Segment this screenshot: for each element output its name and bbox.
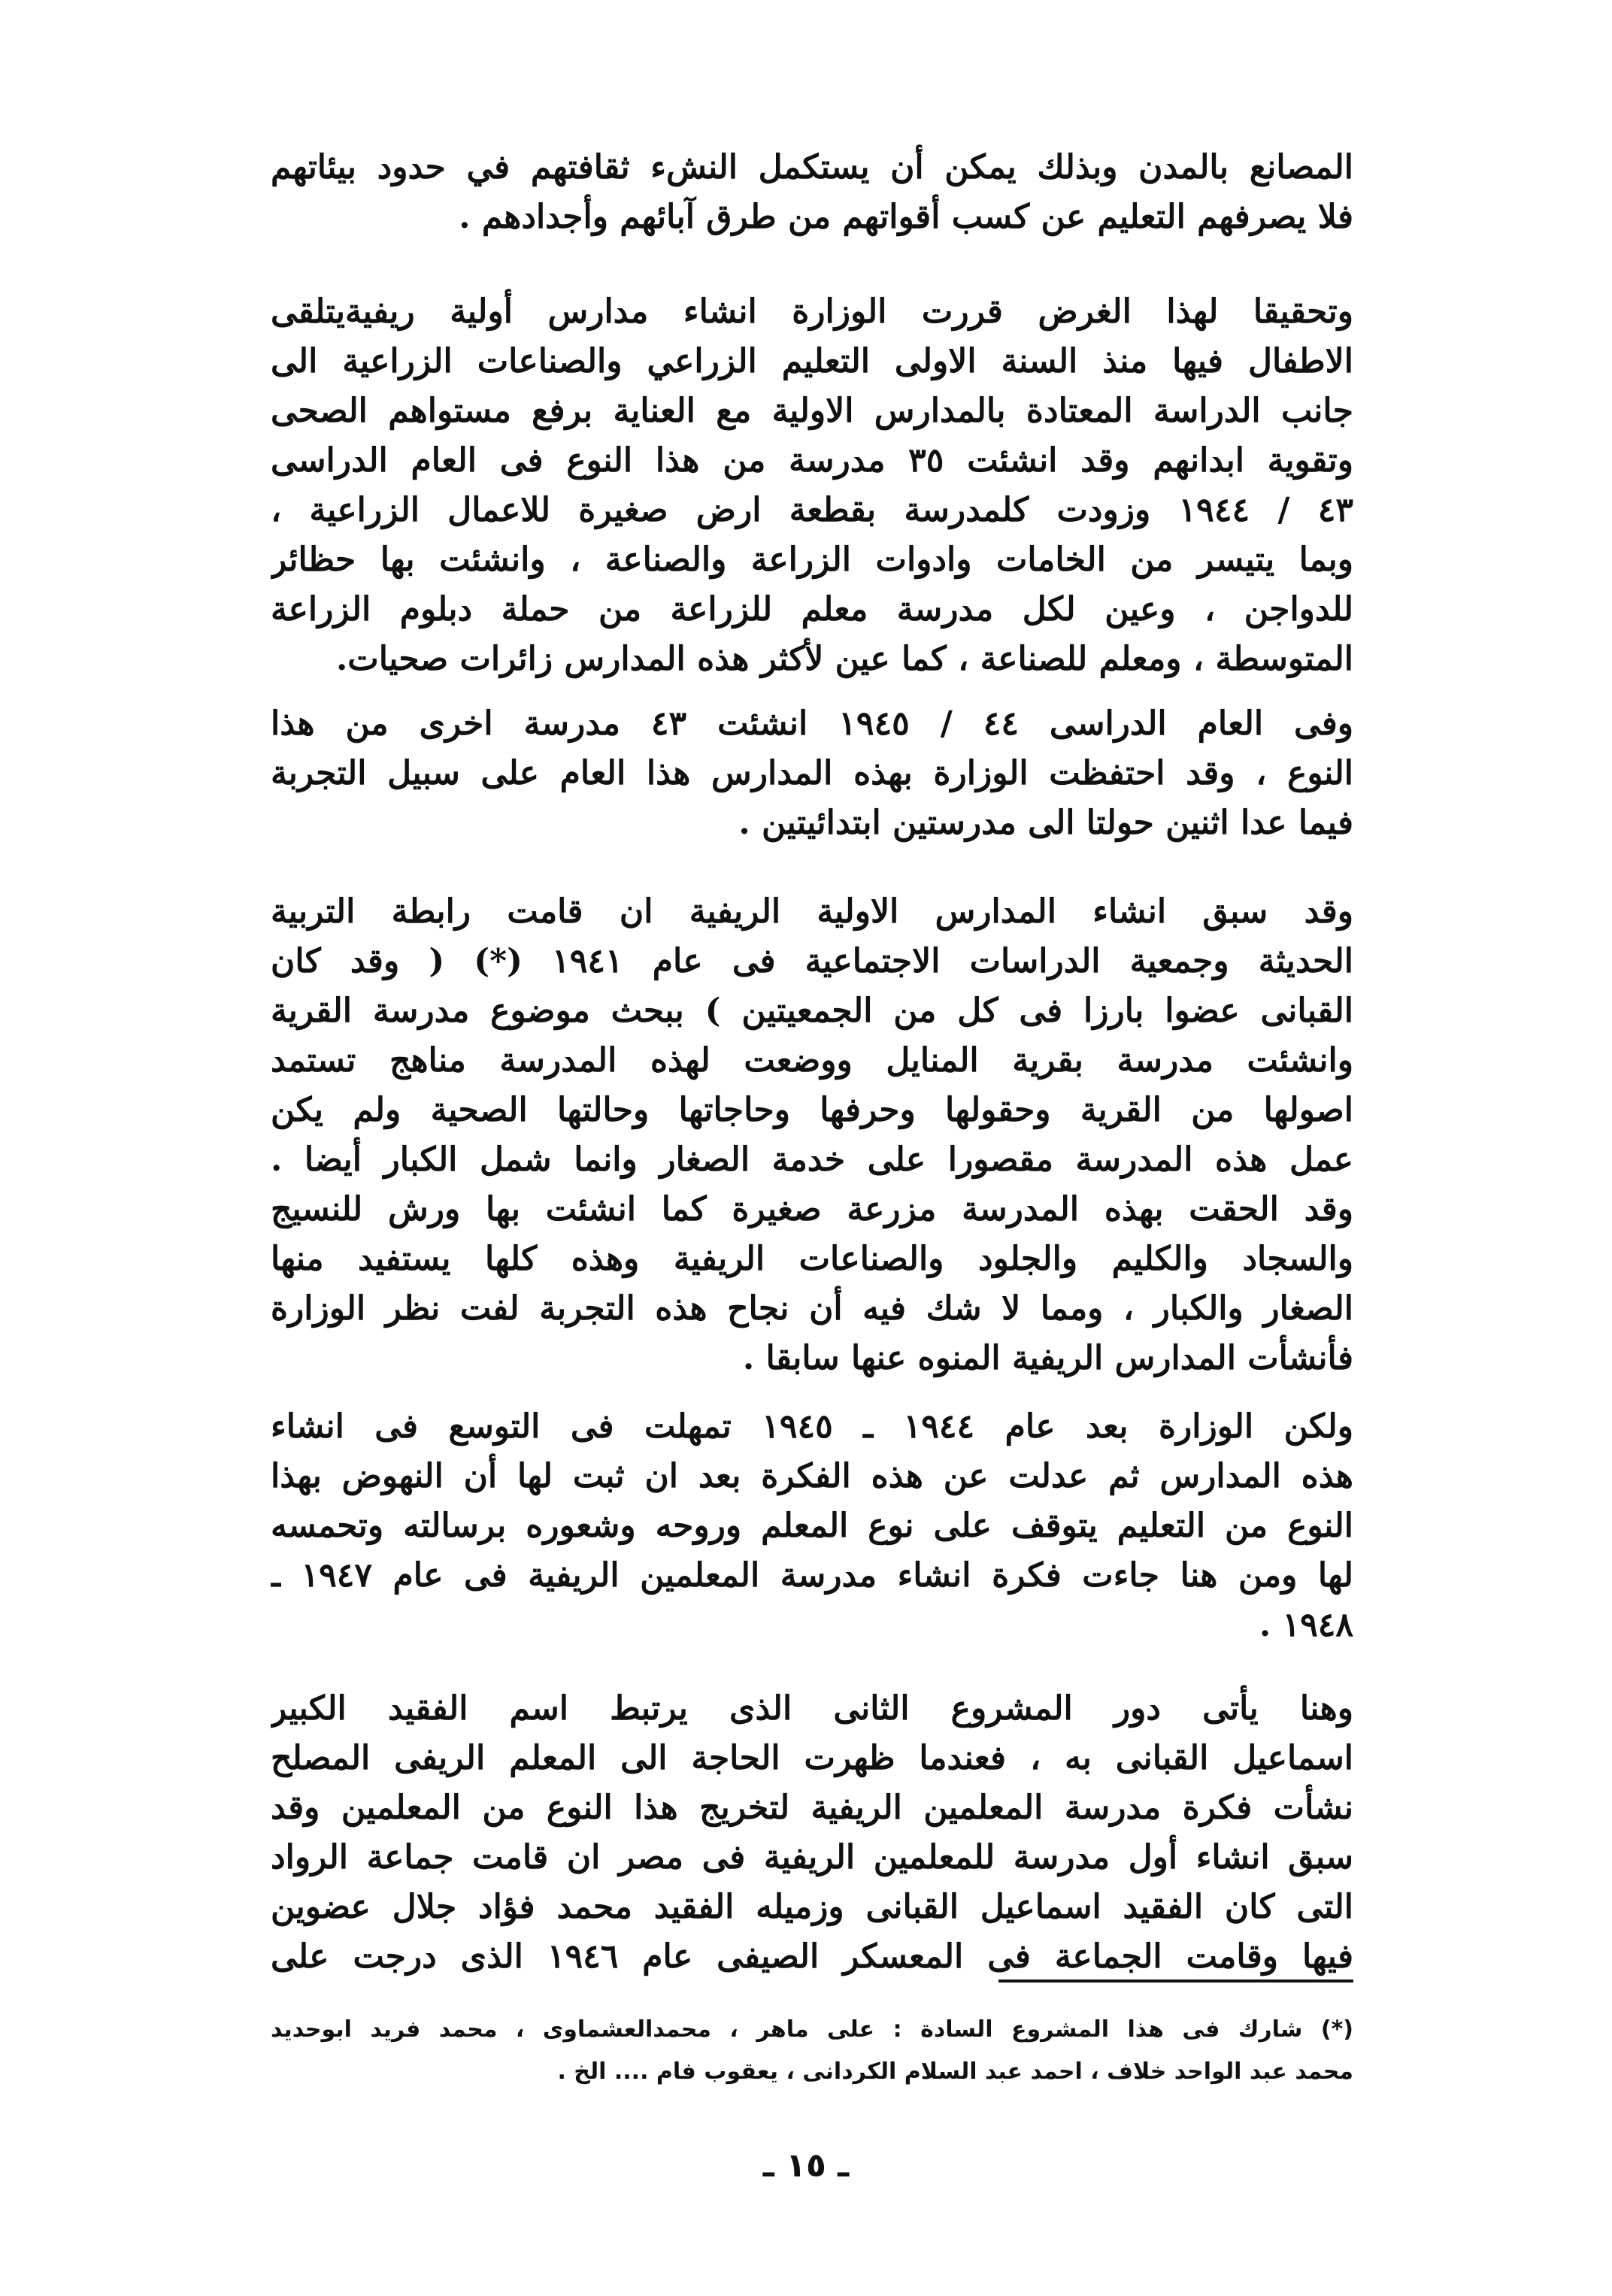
text-line: المتوسطة ، ومعلم للصناعة ، كما عين لأكثر هذه المدارس زائرات صحيات.: [335, 640, 1353, 678]
text-line: الصغار والكبار ، ومما لا شك فيه أن نجاح هذه التجربة لفت نظر الوزارة: [271, 1289, 1353, 1328]
text-line: وفى العام الدراسى ٤٤ / ١٩٤٥ انشئت ٤٣ مدرسة اخرى من هذا: [271, 704, 1353, 743]
text-line: وانشئت مدرسة بقرية المنايل ووضعت لهذه المدرسة مناهج تستمد: [271, 1041, 1353, 1080]
paragraph-5: [271, 1402, 1353, 1650]
text-line: وبما يتيسر من الخامات وادوات الزراعة والصناعة ، وانشئت بها حظائر: [271, 541, 1353, 579]
footnote-line: محمد عبد الواحد خلاف ، احمد عبد السلام الكردانى ، يعقوب فام .... الخ .: [557, 2058, 1353, 2085]
text-line: فأنشأت المدارس الريفية المنوه عنها سابقا .: [742, 1339, 1353, 1377]
text-line: هذه المدارس ثم عدلت عن هذه الفكرة بعد ان ثبت لها أن النهوض بهذا: [271, 1457, 1353, 1495]
text-line: سبق انشاء أول مدرسة للمعلمين الريفية فى مصر ان قامت جماعة الرواد: [271, 1838, 1353, 1876]
text-line: النوع ، وقد احتفظت الوزارة بهذه المدارس هذا العام على سبيل التجربة: [271, 754, 1353, 792]
text-line: ١٩٤٨ .: [1259, 1606, 1353, 1644]
paragraph-4: [271, 887, 1353, 1383]
paragraph-1: [271, 143, 1353, 242]
text-line: عمل هذه المدرسة مقصورا على خدمة الصغار وانما شمل الكبار أيضا .: [271, 1140, 1353, 1179]
text-line: فيما عدا اثنين حولتا الى مدرستين ابتدائيتين .: [738, 804, 1353, 842]
paragraph-2: [271, 287, 1353, 684]
text-line: فيها وقامت الجماعة فى المعسكر الصيفى عام ١٩٤٦ الذى درجت على: [271, 1937, 1353, 1976]
footnote: [271, 2009, 1353, 2093]
text-line: ٤٣ / ١٩٤٤ وزودت كلمدرسة بقطعة ارض صغيرة للاعمال الزراعية ،: [271, 491, 1353, 529]
text-line: جانب الدراسة المعتادة بالمدارس الاولية مع العناية برفع مستواهم الصحى: [271, 392, 1353, 430]
paragraph-3: [271, 699, 1353, 848]
text-line: التى كان الفقيد اسماعيل القبانى وزميله الفقيد محمد فؤاد جلال عضوين: [271, 1888, 1353, 1926]
footnote-divider: [998, 1979, 1353, 1982]
text-line: وهنا يأتى دور المشروع الثانى الذى يرتبط اسم الفقيد الكبير: [271, 1689, 1353, 1728]
text-line: اصولها من القرية وحقولها وحرفها وحاجاتها وحالتها الصحية ولم يكن: [271, 1091, 1353, 1129]
text-line: الاطفال فيها منذ السنة الاولى التعليم الزراعي والصناعات الزراعية الى: [271, 342, 1353, 380]
text-line: والسجاد والكليم والجلود والصناعات الريفية وهذه كلها يستفيد منها: [271, 1240, 1353, 1278]
text-line: اسماعيل القبانى به ، فعندما ظهرت الحاجة الى المعلم الريفى المصلح: [271, 1739, 1353, 1777]
text-line: النوع من التعليم يتوقف على نوع المعلم وروحه وشعوره برسالته وتحمسه: [271, 1507, 1353, 1545]
text-line: لها ومن هنا جاءت فكرة انشاء مدرسة المعلمين الريفية فى عام ١٩٤٧ ـ: [271, 1556, 1353, 1595]
text-line: وتحقيقا لهذا الغرض قررت الوزارة انشاء مدارس أولية ريفيةيتلقى: [271, 292, 1353, 331]
page-number: ـ ١٥ ـ: [762, 2146, 850, 2185]
paragraph-6: [271, 1684, 1353, 1982]
text-line: القبانى عضوا بارزا فى كل من الجمعيتين ) ببحث موضوع مدرسة القرية: [271, 992, 1353, 1030]
text-line: وقد الحقت بهذه المدرسة مزرعة صغيرة كما انشئت بها ورش للنسيج: [271, 1190, 1353, 1228]
text-line: وتقوية ابدانهم وقد انشئت ٣٥ مدرسة من هذا النوع فى العام الدراسى: [271, 441, 1353, 480]
footnote-line: (*) شارك فى هذا المشروع السادة : على ماهر ، محمدالعشماوى ، محمد فريد ابوحديد: [271, 2016, 1353, 2043]
text-line: ولكن الوزارة بعد عام ١٩٤٤ ـ ١٩٤٥ تمهلت فى التوسع فى انشاء: [271, 1407, 1353, 1446]
text-line: فلا يصرفهم التعليم عن كسب أقواتهم من طرق آبائهم وأجدادهم .: [459, 198, 1353, 236]
text-line: الحديثة وجمعية الدراسات الاجتماعية فى عام ١٩٤١ (*) ( وقد كان: [271, 942, 1353, 980]
text-line: للدواجن ، وعين لكل مدرسة معلم للزراعة من حملة دبلوم الزراعة: [271, 590, 1353, 629]
text-line: المصانع بالمدن وبذلك يمكن أن يستكمل النشء ثقافتهم في حدود بيئاتهم: [271, 148, 1353, 186]
text-line: نشأت فكرة مدرسة المعلمين الريفية لتخريج هذا النوع من المعلمين وقد: [271, 1789, 1353, 1827]
text-line: وقد سبق انشاء المدارس الاولية الريفية ان قامت رابطة التربية: [271, 892, 1353, 931]
